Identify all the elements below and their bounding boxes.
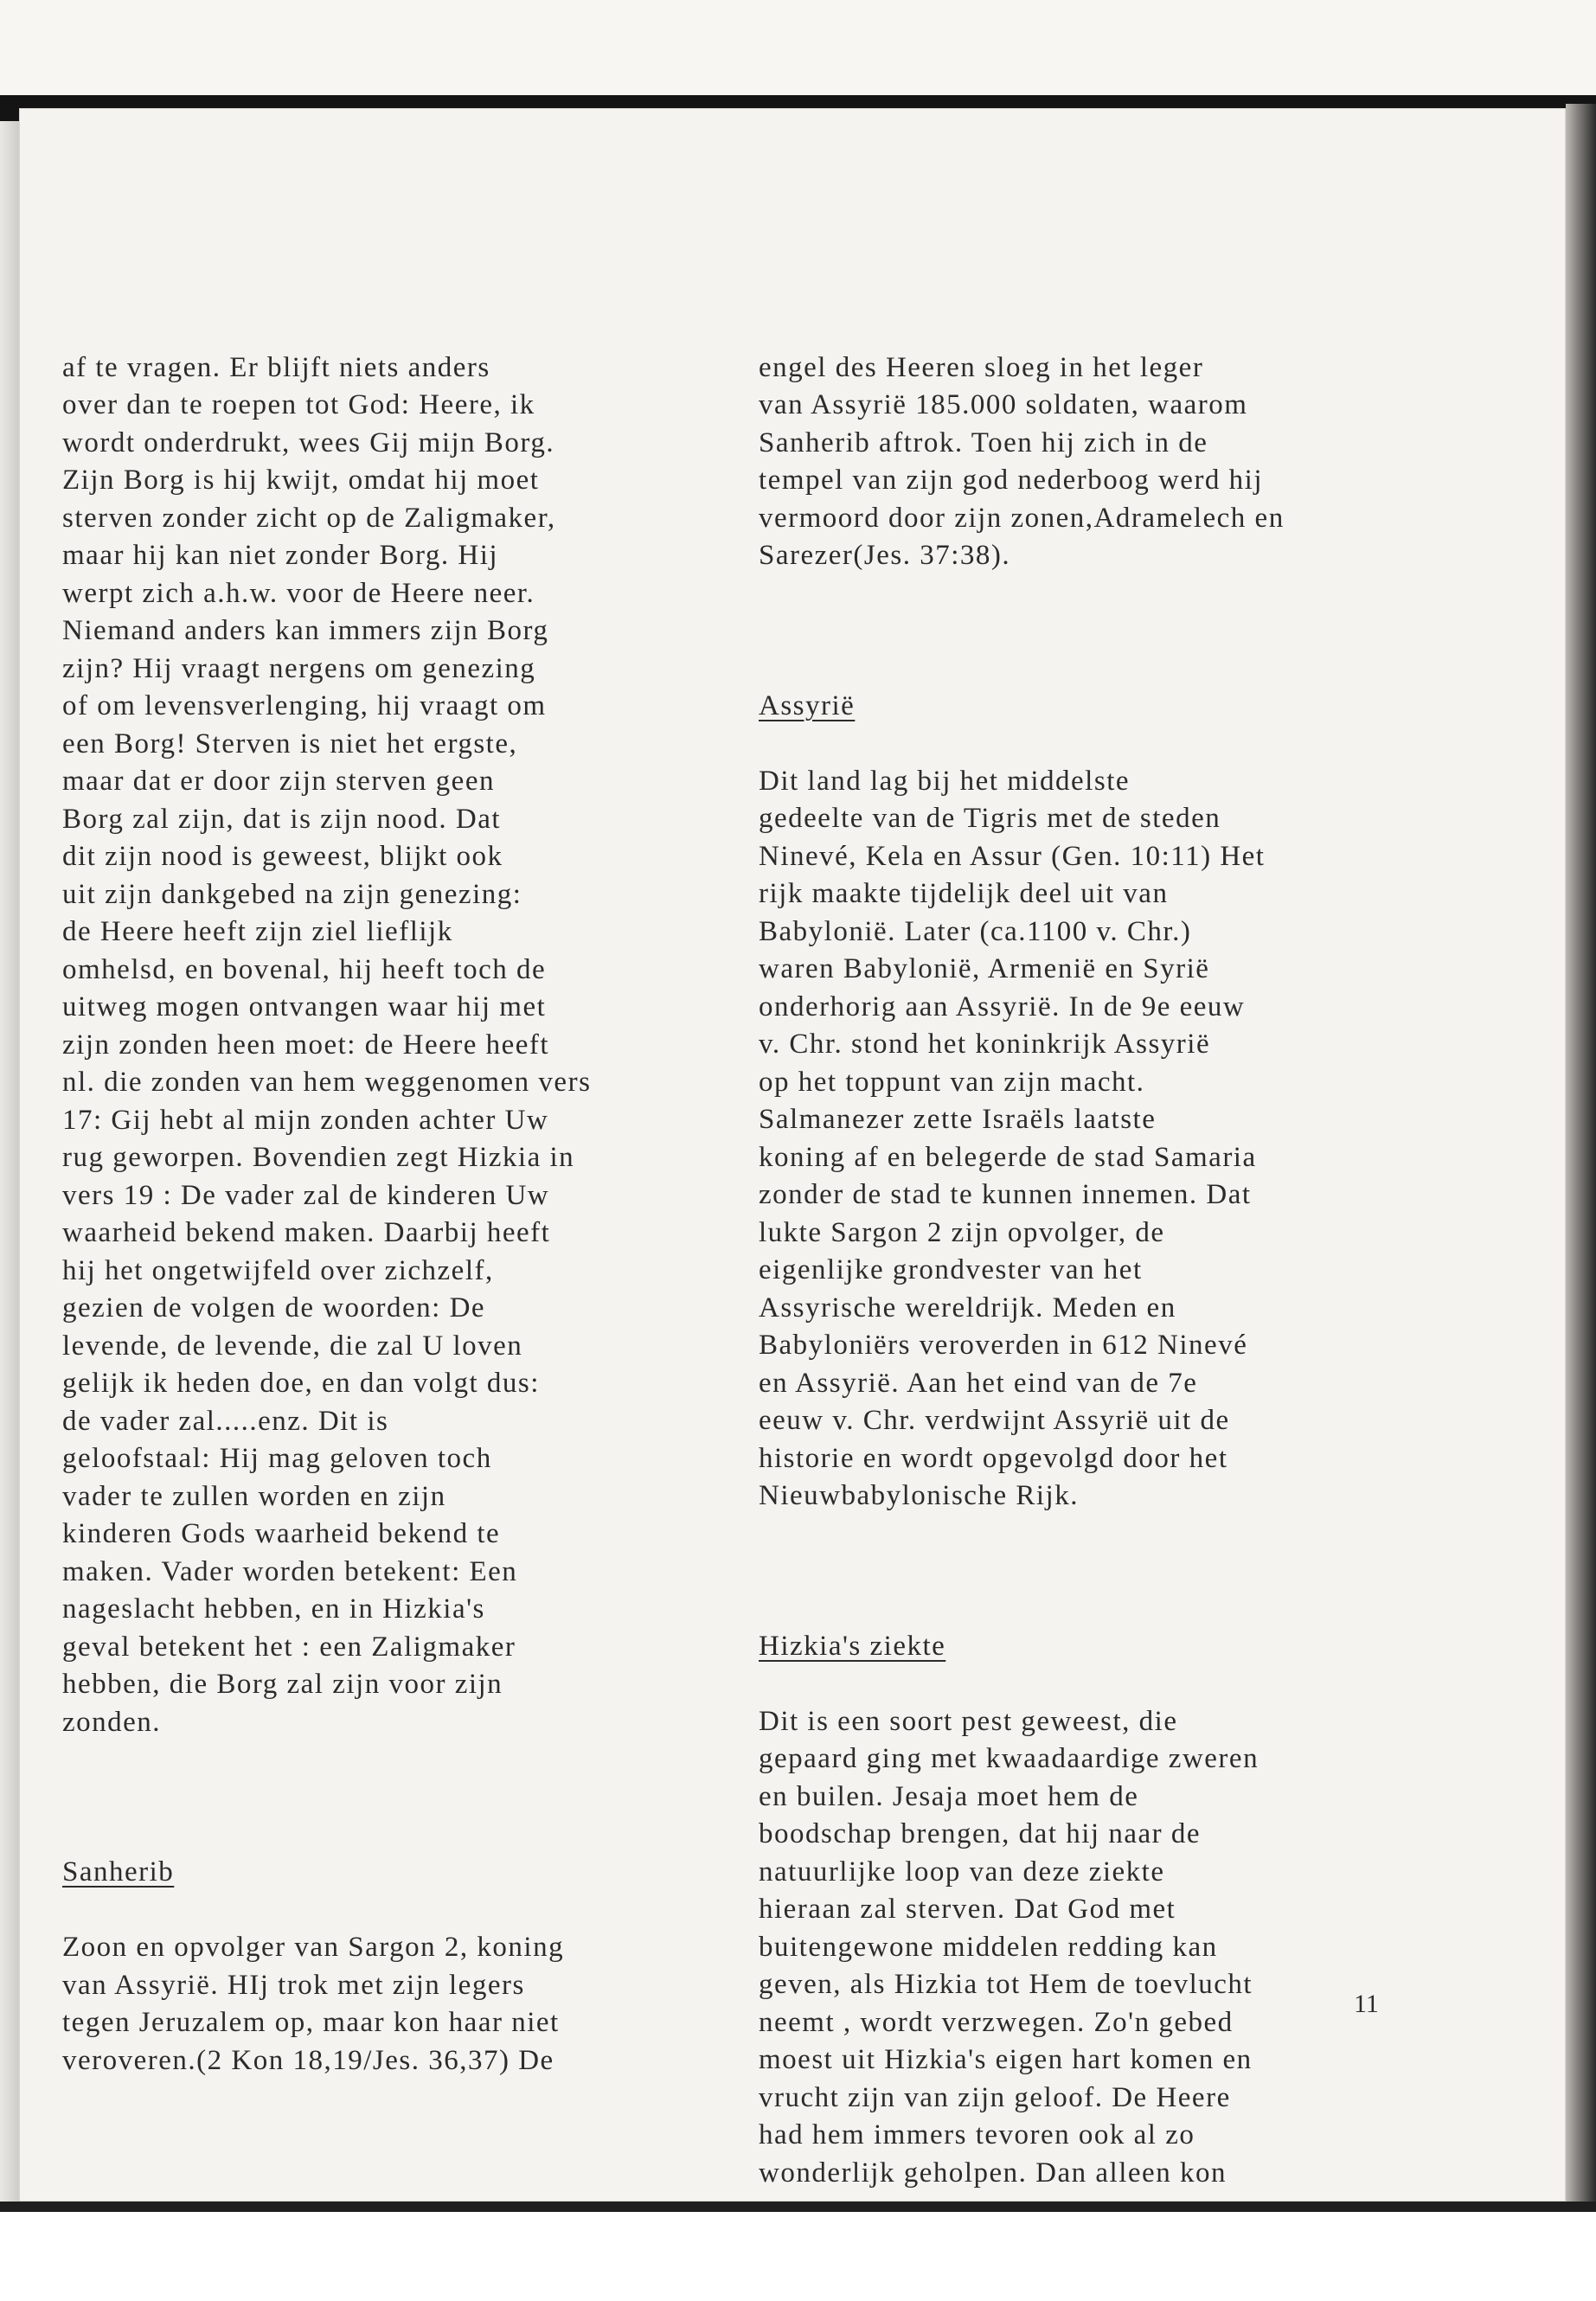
heading-assyrie: Assyrië bbox=[759, 689, 856, 721]
heading-sanherib: Sanherib bbox=[62, 1856, 175, 1888]
heading-hizkia-ziekte: Hizkia's ziekte bbox=[759, 1630, 946, 1662]
right-text-column bbox=[759, 311, 1425, 2230]
paragraph-sanherib: Zoon en opvolger van Sargon 2, koning van Assyrië. HIj trok met zijn legers tegen Jeruzalem op, maar kon haar niet veroveren.(2 Kon 18,19/Jes. 36,37) De bbox=[62, 1932, 565, 2076]
book-binding-edge bbox=[1566, 104, 1596, 2206]
page-number: 11 bbox=[1354, 1990, 1379, 2018]
left-text-column bbox=[62, 311, 728, 2118]
paragraph-gap bbox=[62, 1779, 728, 1817]
paragraph-hizkia-ziekte: Dit is een soort pest geweest, die gepaard ging met kwaadaardige zweren en builen. Jesaja moet hem de boodschap brengen, dat hij naar de natuurlijke loop van deze ziekte hieraan zal sterven. Dat God met buitengewone middelen redding kan geven, als Hizkia tot Hem de toevlucht neemt , wordt verzwegen. Zo'n gebed moest uit Hizkia's eigen hart komen en vrucht zijn van zijn geloof. De Heere had hem immers tevoren ook al zo wonderlijk geholpen. Dan alleen kon bbox=[759, 1705, 1259, 2189]
paragraph-gap bbox=[759, 1553, 1425, 1590]
paragraph-assyrie: Dit land lag bij het middelste gedeelte van de Tigris met de steden Ninevé, Kela en Assur (Gen. 10:11) Het rijk maakte tijdelijk deel uit van Babylonië. Later (ca.1100 v. Chr.) waren Babylonië, Armenië en Syrië onderhorig aan Assyrië. In de 9e eeuw v. Chr. stond het koninkrijk Assyrië op het toppunt van zijn macht. Salmanezer zette Israëls laatste koning af en belegerde de stad Samaria zonder de stad te kunnen innemen. Dat lukte Sargon 2 zijn opvolger, de eigenlijke grondvester van het Assyrische wereldrijk. Meden en Babyloniërs veroverden in 612 Ninevé en Assyrië. Aan het eind van de 7e eeuw v. Chr. verdwijnt Assyrië uit de historie en wordt opgevolgd door het Nieuwbabylonische Rijk. bbox=[759, 765, 1266, 1511]
scan-left-edge bbox=[0, 121, 19, 2206]
paragraph-borg: af te vragen. Er blijft niets anders over dan te roepen tot God: Heere, ik wordt onderdrukt, wees Gij mijn Borg. Zijn Borg is hij kwijt, omdat hij moet sterven zonder zicht op de Zaligmaker, maar hij kan niet zonder Borg. Hij werpt zich a.h.w. voor de Heere neer. Niemand anders kan immers zijn Borg zijn? Hij vraagt nergens om genezing of om levensverlenging, hij vraagt om een Borg! Sterven is niet het ergste, maar dat er door zijn sterven geen Borg zal zijn, dat is zijn nood. Dat dit zijn nood is geweest, blijkt ook uit zijn dankgebed na zijn genezing: de Heere heeft zijn ziel lieflijk omhelsd, en bovenal, hij heeft toch de uitweg mogen ontvangen waar hij met zijn zonden heen moet: de Heere heeft nl. die zonden van hem weggenomen vers 17: Gij hebt al mijn zonden achter Uw rug geworpen. Bovendien zegt Hizkia in vers 19 : De vader zal de kinderen Uw waarheid bekend maken. Daarbij heeft hij het ongetwijfeld over zichzelf, gezien de volgen de woorden: De levende, de levende, die zal U loven gelijk ik heden doe, en dan volgt dus: de vader zal.....enz. Dit is geloofstaal: Hij mag geloven toch vader te zullen worden en zijn kinderen Gods waarheid bekend te maken. Vader worden betekent: Een nageslacht hebben, en in Hizkia's geval betekent het : een Zaligmaker hebben, die Borg zal zijn voor zijn zonden. bbox=[62, 351, 592, 1738]
paragraph-engel: engel des Heeren sloeg in het leger van Assyrië 185.000 soldaten, waarom Sanherib aftrok. Toen hij zich in de tempel van zijn god nederboog werd hij vermoord door zijn zonen,Adramelech en Sarezer(Jes. 37:38). bbox=[759, 351, 1285, 571]
paragraph-gap bbox=[759, 612, 1425, 650]
